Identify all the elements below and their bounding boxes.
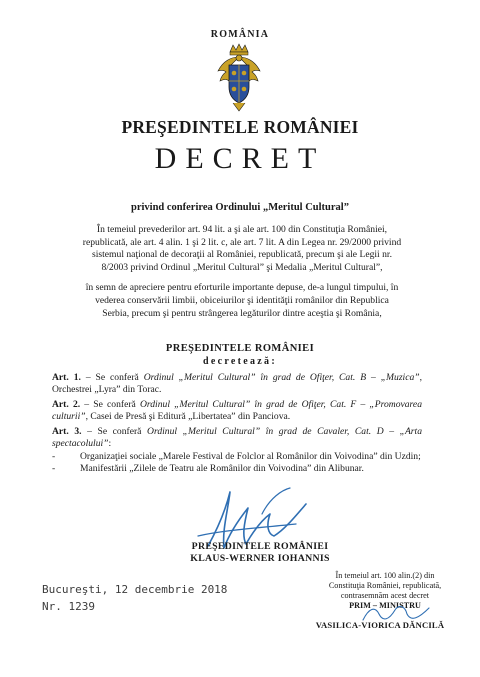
countersignatory-title: PRIM – MINISTRU (349, 601, 421, 610)
article-recipient: , Orchestrei „Lyra” din Torac. (52, 372, 423, 395)
article-order: Ordinul „Meritul Cultural” în grad de Cavaler, Cat. D – „Arta spectacolului” (52, 426, 423, 449)
article-verb: – Se conferă (80, 399, 140, 411)
countersignatory-name: VASILICA-VIORICA DĂNCILĂ (315, 620, 445, 630)
article-verb: – Se conferă (81, 426, 148, 438)
article-order: Ordinul „Meritul Cultural” în grad de Ofiţer, Cat. F – „Promovarea culturii” (52, 399, 422, 422)
country-name: ROMÂNIA (210, 29, 270, 40)
list-item (52, 451, 422, 463)
signatory-title: PREŞEDINTELE ROMÂNIEI (191, 541, 329, 552)
article-2 (52, 399, 422, 422)
article-order: Ordinul „Meritul Cultural” în grad de Ofiţer, Cat. B – „Muzica” (143, 372, 420, 383)
list-bullet: - (52, 450, 56, 462)
list-bullet: - (52, 463, 56, 475)
decree-preamble (82, 224, 402, 328)
decree-number: Nr. 1239 (42, 600, 95, 613)
decree-subject: privind conferirea Ordinului „Meritul Cultural” (131, 202, 349, 213)
article-recipient: : (108, 437, 112, 449)
signatory-name: KLAUS-WERNER IOHANNIS (190, 553, 330, 564)
list-item (52, 463, 422, 475)
coat-of-arms-icon (215, 43, 263, 113)
decree-heading-verb: decretează: (203, 356, 277, 367)
article-label: Art. 1. (52, 372, 81, 383)
article-recipient: , Casei de Presă şi Editură „Libertatea” din Panciova. (85, 410, 291, 422)
articles-section (52, 372, 422, 476)
article-label: Art. 2. (52, 399, 81, 411)
decree-heading-office: PREŞEDINTELE ROMÂNIEI (165, 343, 315, 354)
article-1 (52, 372, 422, 395)
motivation-paragraph: în semn de apreciere pentru eforturile importante depuse, de-a lungul timpului, în vederea conservării limbii, obiceiurilor şi identităţii românilor din Republica Serbia, precum şi pentru strângerea legăturilor dintre aceştia şi România, (85, 282, 399, 319)
list-item-text: Organizaţiei sociale „Marele Festival de Folclor al Românilor din Voivodina” din Uzdin; (80, 450, 421, 462)
list-item-text: Manifestării „Zilele de Teatru ale Românilor din Voivodina” din Alibunar. (80, 463, 364, 475)
place-date: Bucureşti, 12 decembrie 2018 (42, 583, 228, 596)
legal-basis-paragraph: În temeiul prevederilor art. 94 lit. a şi ale art. 100 din Constituţia României, republicată, ale art. 4 alin. 1 şi 2 lit. c, ale art. 7 lit. A din Legea nr. 29/2000 privind sistemul naţional de decoraţii al României, republicată, precum şi ale Legii nr. 8/2003 privind Ordinul „Meritul Cultural” şi Medalia „Meritul Cultural”, (82, 224, 402, 273)
article-label: Art. 3. (52, 426, 82, 438)
article-verb: – Se conferă (80, 372, 144, 383)
issuing-office: PREŞEDINTELE ROMÂNIEI (121, 117, 359, 137)
article-3 (52, 426, 422, 449)
countersignature-note: În temeiul art. 100 alin.(2) din Constituţia României, republicată, contrasemnăm acest decret (328, 571, 442, 600)
document-type: DECRET (154, 142, 326, 175)
